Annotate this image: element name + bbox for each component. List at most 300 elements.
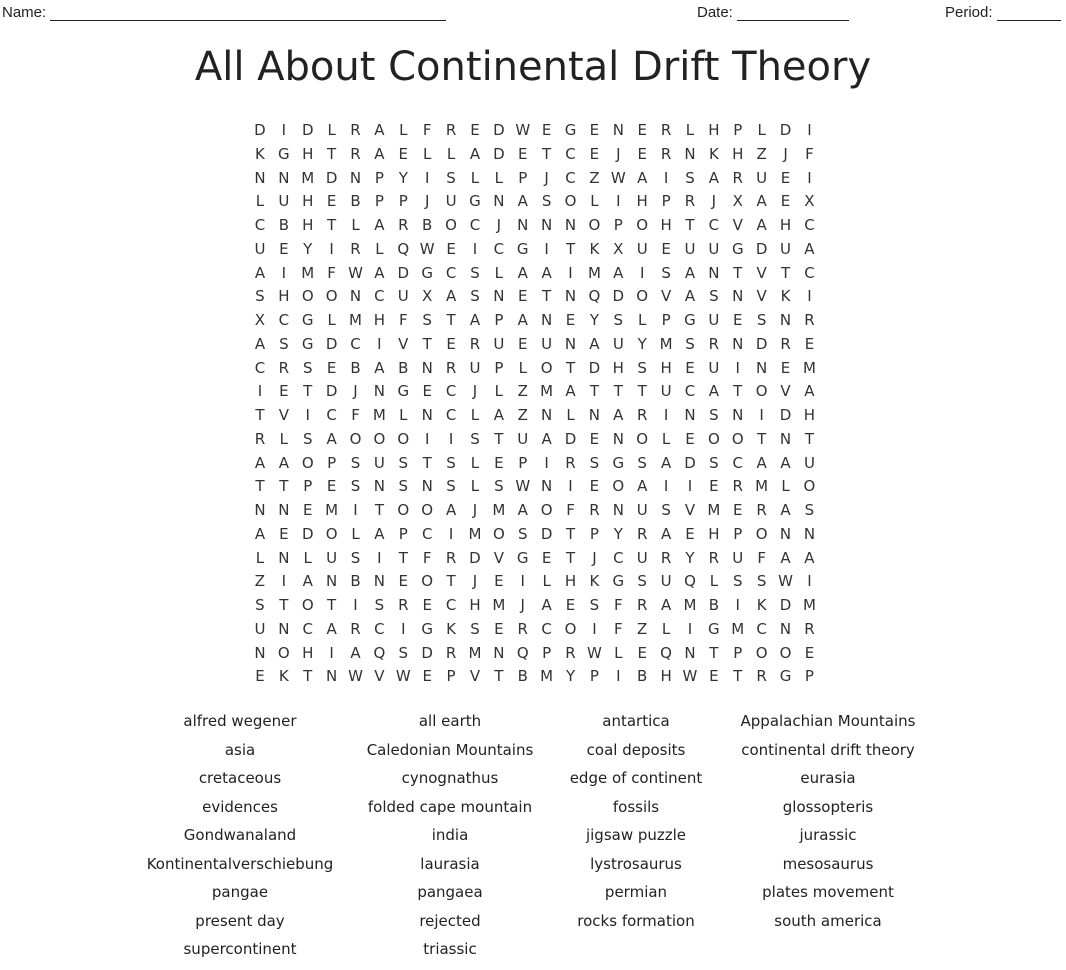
- grid-letter[interactable]: T: [709, 643, 719, 662]
- grid-letter[interactable]: E: [302, 501, 313, 519]
- grid-letter[interactable]: N: [732, 334, 744, 353]
- grid-letter[interactable]: E: [518, 334, 528, 353]
- grid-letter[interactable]: F: [613, 619, 623, 638]
- grid-letter[interactable]: V: [660, 287, 672, 306]
- grid-letter[interactable]: U: [636, 501, 648, 519]
- grid-letter[interactable]: G: [708, 619, 720, 638]
- grid-letter[interactable]: S: [709, 453, 719, 472]
- grid-letter[interactable]: I: [281, 263, 287, 282]
- grid-letter[interactable]: S: [661, 263, 671, 282]
- grid-letter[interactable]: D: [493, 144, 505, 163]
- grid-letter[interactable]: M: [731, 619, 745, 638]
- grid-letter[interactable]: U: [636, 548, 648, 567]
- grid-letter[interactable]: J: [592, 548, 597, 567]
- grid-letter[interactable]: M: [802, 358, 816, 377]
- grid-letter[interactable]: N: [684, 406, 696, 424]
- grid-letter[interactable]: S: [541, 192, 552, 211]
- grid-letter[interactable]: D: [779, 121, 792, 139]
- grid-letter[interactable]: H: [302, 144, 314, 163]
- grid-letter[interactable]: G: [779, 667, 792, 686]
- grid-letter[interactable]: S: [255, 596, 265, 614]
- grid-letter[interactable]: V: [278, 406, 289, 424]
- grid-letter[interactable]: L: [351, 524, 360, 543]
- grid-letter[interactable]: U: [254, 239, 266, 258]
- grid-letter[interactable]: Z: [254, 572, 266, 591]
- grid-letter[interactable]: A: [254, 263, 266, 282]
- grid-letter[interactable]: J: [496, 216, 502, 234]
- grid-letter[interactable]: M: [492, 596, 506, 614]
- grid-letter[interactable]: N: [493, 287, 505, 306]
- grid-letter[interactable]: T: [685, 216, 695, 234]
- grid-letter[interactable]: M: [683, 596, 697, 614]
- grid-letter[interactable]: L: [351, 216, 360, 234]
- grid-letter[interactable]: A: [756, 453, 767, 472]
- grid-letter[interactable]: A: [278, 453, 289, 472]
- grid-letter[interactable]: A: [254, 453, 266, 472]
- grid-letter[interactable]: X: [254, 311, 266, 329]
- grid-letter[interactable]: P: [804, 667, 814, 686]
- grid-letter[interactable]: N: [493, 192, 505, 211]
- grid-letter[interactable]: I: [401, 619, 406, 638]
- grid-letter[interactable]: L: [661, 619, 671, 638]
- grid-letter[interactable]: P: [518, 168, 528, 187]
- grid-letter[interactable]: K: [780, 287, 791, 306]
- grid-letter[interactable]: C: [421, 524, 433, 543]
- grid-letter[interactable]: T: [446, 572, 456, 591]
- grid-letter[interactable]: N: [278, 501, 290, 519]
- grid-letter[interactable]: E: [494, 453, 504, 472]
- grid-letter[interactable]: K: [255, 144, 265, 163]
- grid-letter[interactable]: A: [660, 596, 672, 614]
- grid-letter[interactable]: P: [733, 643, 743, 662]
- grid-letter[interactable]: L: [255, 548, 265, 567]
- grid-letter[interactable]: N: [254, 643, 266, 662]
- grid-letter[interactable]: M: [492, 501, 506, 519]
- grid-letter[interactable]: N: [254, 501, 266, 519]
- grid-letter[interactable]: T: [422, 453, 432, 472]
- grid-letter[interactable]: A: [541, 429, 552, 448]
- grid-letter[interactable]: E: [446, 239, 456, 258]
- grid-letter[interactable]: P: [518, 453, 528, 472]
- grid-letter[interactable]: D: [469, 548, 481, 567]
- grid-letter[interactable]: A: [637, 477, 648, 496]
- grid-letter[interactable]: T: [255, 406, 265, 424]
- grid-letter[interactable]: T: [637, 382, 647, 401]
- grid-letter[interactable]: R: [445, 643, 457, 662]
- grid-letter[interactable]: E: [709, 667, 719, 686]
- grid-letter[interactable]: L: [255, 192, 265, 211]
- grid-letter[interactable]: L: [327, 311, 336, 329]
- grid-letter[interactable]: W: [419, 239, 435, 258]
- grid-letter[interactable]: S: [350, 453, 361, 472]
- grid-letter[interactable]: A: [756, 216, 767, 234]
- grid-letter[interactable]: S: [470, 287, 480, 306]
- grid-letter[interactable]: N: [612, 429, 624, 448]
- grid-letter[interactable]: I: [544, 453, 549, 472]
- grid-letter[interactable]: A: [326, 619, 337, 638]
- name-line[interactable]: [50, 6, 446, 21]
- grid-letter[interactable]: P: [374, 168, 384, 187]
- grid-letter[interactable]: R: [398, 596, 409, 614]
- grid-letter[interactable]: A: [254, 524, 266, 543]
- grid-letter[interactable]: I: [687, 477, 693, 496]
- grid-letter[interactable]: R: [636, 524, 648, 543]
- grid-letter[interactable]: L: [638, 311, 647, 329]
- grid-letter[interactable]: T: [279, 477, 289, 496]
- grid-letter[interactable]: G: [469, 192, 481, 211]
- period-field[interactable]: [945, 4, 1061, 21]
- grid-letter[interactable]: C: [445, 263, 457, 282]
- grid-letter[interactable]: O: [755, 643, 768, 662]
- grid-letter[interactable]: X: [732, 192, 743, 211]
- grid-letter[interactable]: O: [421, 501, 434, 519]
- grid-letter[interactable]: O: [492, 524, 505, 543]
- grid-letter[interactable]: A: [374, 144, 385, 163]
- grid-letter[interactable]: M: [372, 406, 386, 424]
- grid-letter[interactable]: U: [732, 548, 744, 567]
- grid-letter[interactable]: N: [732, 406, 744, 424]
- grid-letter[interactable]: L: [614, 643, 623, 662]
- grid-letter[interactable]: G: [564, 121, 577, 139]
- grid-letter[interactable]: Y: [565, 667, 576, 686]
- grid-letter[interactable]: U: [684, 239, 696, 258]
- grid-letter[interactable]: C: [565, 168, 576, 187]
- grid-letter[interactable]: A: [517, 501, 528, 519]
- grid-letter[interactable]: O: [636, 429, 649, 448]
- grid-letter[interactable]: N: [326, 667, 338, 686]
- grid-letter[interactable]: R: [708, 334, 720, 353]
- grid-letter[interactable]: W: [348, 667, 363, 686]
- grid-letter[interactable]: E: [780, 358, 791, 377]
- grid-letter[interactable]: O: [564, 619, 577, 638]
- grid-letter[interactable]: T: [303, 667, 313, 686]
- grid-letter[interactable]: E: [733, 311, 743, 329]
- grid-letter[interactable]: J: [520, 596, 525, 614]
- grid-letter[interactable]: N: [564, 287, 577, 306]
- grid-letter[interactable]: E: [422, 667, 432, 686]
- grid-letter[interactable]: Y: [589, 311, 599, 329]
- grid-letter[interactable]: I: [329, 643, 334, 662]
- grid-letter[interactable]: E: [804, 334, 815, 353]
- grid-letter[interactable]: M: [587, 263, 601, 282]
- grid-letter[interactable]: R: [398, 216, 409, 234]
- grid-letter[interactable]: T: [327, 216, 337, 234]
- grid-letter[interactable]: I: [735, 358, 740, 377]
- grid-letter[interactable]: A: [469, 311, 481, 329]
- grid-letter[interactable]: S: [756, 572, 767, 591]
- grid-letter[interactable]: E: [446, 334, 456, 353]
- grid-letter[interactable]: L: [470, 406, 480, 424]
- grid-letter[interactable]: G: [421, 263, 433, 282]
- grid-letter[interactable]: Y: [303, 239, 313, 258]
- grid-letter[interactable]: O: [707, 429, 720, 448]
- grid-letter[interactable]: J: [353, 382, 358, 401]
- grid-letter[interactable]: N: [254, 168, 266, 187]
- grid-letter[interactable]: P: [542, 643, 552, 662]
- grid-letter[interactable]: P: [589, 524, 599, 543]
- grid-letter[interactable]: M: [301, 168, 315, 187]
- grid-letter[interactable]: O: [445, 216, 457, 234]
- grid-letter[interactable]: T: [303, 382, 313, 401]
- grid-letter[interactable]: R: [469, 334, 481, 353]
- grid-letter[interactable]: R: [804, 311, 815, 329]
- grid-letter[interactable]: N: [779, 619, 792, 638]
- grid-letter[interactable]: O: [636, 216, 649, 234]
- grid-letter[interactable]: N: [684, 643, 696, 662]
- grid-letter[interactable]: S: [422, 311, 432, 329]
- grid-letter[interactable]: P: [494, 358, 504, 377]
- grid-letter[interactable]: E: [733, 501, 743, 519]
- grid-letter[interactable]: D: [684, 453, 696, 472]
- grid-letter[interactable]: P: [398, 192, 408, 211]
- grid-letter[interactable]: S: [470, 619, 480, 638]
- grid-letter[interactable]: W: [348, 263, 363, 282]
- grid-letter[interactable]: Q: [588, 287, 601, 306]
- grid-letter[interactable]: R: [708, 548, 720, 567]
- grid-letter[interactable]: H: [708, 121, 720, 139]
- grid-letter[interactable]: A: [708, 382, 719, 401]
- grid-letter[interactable]: Y: [613, 524, 623, 543]
- grid-letter[interactable]: M: [802, 596, 816, 614]
- grid-letter[interactable]: U: [397, 287, 409, 306]
- grid-letter[interactable]: A: [684, 287, 696, 306]
- grid-letter[interactable]: A: [302, 572, 313, 591]
- grid-letter[interactable]: L: [375, 239, 384, 258]
- grid-letter[interactable]: N: [588, 406, 601, 424]
- grid-letter[interactable]: U: [636, 239, 648, 258]
- grid-letter[interactable]: B: [350, 358, 361, 377]
- grid-letter[interactable]: E: [326, 358, 337, 377]
- grid-letter[interactable]: L: [399, 121, 408, 139]
- grid-letter[interactable]: E: [279, 239, 289, 258]
- grid-letter[interactable]: D: [540, 524, 553, 543]
- grid-letter[interactable]: P: [661, 311, 671, 329]
- grid-letter[interactable]: U: [493, 334, 505, 353]
- grid-letter[interactable]: M: [468, 524, 482, 543]
- grid-letter[interactable]: A: [374, 216, 385, 234]
- grid-letter[interactable]: C: [732, 453, 743, 472]
- grid-letter[interactable]: T: [565, 239, 576, 258]
- grid-letter[interactable]: V: [732, 216, 743, 234]
- grid-letter[interactable]: C: [565, 144, 576, 163]
- grid-letter[interactable]: I: [448, 524, 454, 543]
- grid-letter[interactable]: W: [395, 667, 411, 686]
- grid-letter[interactable]: R: [732, 477, 743, 496]
- grid-letter[interactable]: G: [612, 453, 625, 472]
- grid-letter[interactable]: N: [373, 477, 386, 496]
- grid-letter[interactable]: C: [804, 263, 815, 282]
- grid-letter[interactable]: Q: [516, 643, 529, 662]
- grid-letter[interactable]: A: [326, 429, 337, 448]
- grid-letter[interactable]: O: [779, 643, 792, 662]
- grid-letter[interactable]: E: [494, 619, 504, 638]
- grid-letter[interactable]: L: [542, 572, 551, 591]
- grid-letter[interactable]: N: [278, 548, 290, 567]
- grid-letter[interactable]: I: [329, 239, 334, 258]
- grid-letter[interactable]: N: [421, 358, 433, 377]
- grid-letter[interactable]: U: [254, 619, 266, 638]
- grid-letter[interactable]: A: [374, 121, 385, 139]
- grid-letter[interactable]: D: [779, 596, 792, 614]
- grid-letter[interactable]: I: [544, 239, 549, 258]
- grid-letter[interactable]: S: [517, 524, 528, 543]
- grid-letter[interactable]: T: [398, 548, 408, 567]
- grid-letter[interactable]: T: [804, 429, 815, 448]
- grid-letter[interactable]: T: [542, 144, 552, 163]
- grid-letter[interactable]: U: [708, 311, 720, 329]
- grid-letter[interactable]: I: [257, 382, 263, 401]
- grid-letter[interactable]: T: [422, 334, 432, 353]
- grid-letter[interactable]: D: [755, 334, 768, 353]
- grid-letter[interactable]: S: [732, 572, 743, 591]
- grid-letter[interactable]: J: [472, 382, 478, 401]
- grid-letter[interactable]: R: [445, 548, 457, 567]
- grid-letter[interactable]: E: [685, 358, 695, 377]
- grid-letter[interactable]: L: [494, 263, 504, 282]
- grid-letter[interactable]: S: [685, 334, 695, 353]
- grid-letter[interactable]: W: [586, 643, 602, 662]
- grid-letter[interactable]: S: [446, 168, 456, 187]
- grid-letter[interactable]: R: [756, 667, 767, 686]
- grid-letter[interactable]: O: [803, 477, 816, 496]
- grid-letter[interactable]: R: [660, 121, 672, 139]
- grid-letter[interactable]: L: [661, 429, 671, 448]
- grid-letter[interactable]: S: [398, 643, 409, 662]
- grid-letter[interactable]: O: [325, 524, 338, 543]
- grid-letter[interactable]: L: [470, 477, 480, 496]
- grid-letter[interactable]: E: [709, 477, 719, 496]
- grid-letter[interactable]: T: [589, 382, 599, 401]
- grid-letter[interactable]: P: [733, 121, 743, 139]
- grid-letter[interactable]: L: [685, 121, 695, 139]
- grid-letter[interactable]: M: [707, 501, 721, 519]
- grid-letter[interactable]: I: [424, 429, 430, 448]
- grid-letter[interactable]: N: [779, 311, 792, 329]
- grid-letter[interactable]: R: [589, 501, 600, 519]
- grid-letter[interactable]: N: [756, 358, 768, 377]
- grid-letter[interactable]: X: [804, 192, 815, 211]
- grid-letter[interactable]: A: [493, 406, 504, 424]
- grid-letter[interactable]: I: [353, 501, 358, 519]
- grid-letter[interactable]: O: [277, 643, 290, 662]
- grid-letter[interactable]: O: [612, 477, 625, 496]
- grid-letter[interactable]: G: [516, 548, 529, 567]
- grid-letter[interactable]: Z: [517, 406, 528, 424]
- grid-letter[interactable]: D: [755, 239, 768, 258]
- grid-letter[interactable]: S: [302, 358, 313, 377]
- grid-letter[interactable]: V: [469, 667, 481, 686]
- grid-letter[interactable]: I: [687, 619, 693, 638]
- grid-letter[interactable]: R: [660, 144, 672, 163]
- grid-letter[interactable]: H: [564, 572, 577, 591]
- grid-letter[interactable]: G: [516, 239, 529, 258]
- grid-letter[interactable]: N: [684, 144, 696, 163]
- grid-letter[interactable]: W: [610, 168, 626, 187]
- grid-letter[interactable]: L: [757, 121, 766, 139]
- grid-letter[interactable]: D: [493, 121, 505, 139]
- grid-letter[interactable]: H: [278, 287, 290, 306]
- grid-letter[interactable]: R: [350, 144, 361, 163]
- grid-letter[interactable]: K: [708, 144, 719, 163]
- grid-letter[interactable]: E: [589, 144, 600, 163]
- grid-letter[interactable]: I: [281, 572, 287, 591]
- grid-letter[interactable]: C: [374, 619, 385, 638]
- grid-letter[interactable]: A: [780, 548, 791, 567]
- grid-letter[interactable]: C: [493, 239, 505, 258]
- grid-letter[interactable]: U: [326, 548, 338, 567]
- grid-letter[interactable]: U: [708, 239, 720, 258]
- grid-letter[interactable]: G: [612, 572, 625, 591]
- grid-letter[interactable]: T: [565, 524, 576, 543]
- grid-letter[interactable]: H: [302, 216, 314, 234]
- grid-letter[interactable]: G: [731, 239, 744, 258]
- grid-letter[interactable]: S: [637, 572, 647, 591]
- grid-letter[interactable]: W: [682, 667, 698, 686]
- grid-letter[interactable]: O: [564, 192, 577, 211]
- grid-letter[interactable]: L: [279, 429, 289, 448]
- grid-letter[interactable]: C: [684, 382, 696, 401]
- grid-letter[interactable]: I: [377, 334, 382, 353]
- grid-letter[interactable]: D: [397, 263, 410, 282]
- grid-letter[interactable]: C: [350, 334, 361, 353]
- grid-letter[interactable]: F: [327, 263, 336, 282]
- grid-letter[interactable]: E: [422, 382, 432, 401]
- grid-letter[interactable]: A: [613, 406, 624, 424]
- grid-letter[interactable]: T: [446, 311, 456, 329]
- grid-letter[interactable]: N: [517, 216, 529, 234]
- grid-letter[interactable]: C: [302, 619, 313, 638]
- grid-letter[interactable]: E: [565, 596, 576, 614]
- grid-letter[interactable]: E: [661, 239, 671, 258]
- date-field[interactable]: [697, 4, 849, 21]
- grid-letter[interactable]: L: [494, 168, 504, 187]
- grid-letter[interactable]: L: [327, 121, 336, 139]
- grid-letter[interactable]: T: [494, 667, 504, 686]
- grid-letter[interactable]: T: [565, 358, 576, 377]
- grid-letter[interactable]: R: [254, 429, 266, 448]
- grid-letter[interactable]: M: [325, 501, 339, 519]
- grid-letter[interactable]: Q: [373, 643, 386, 662]
- grid-letter[interactable]: B: [350, 192, 361, 211]
- grid-letter[interactable]: N: [779, 429, 792, 448]
- grid-letter[interactable]: H: [708, 524, 720, 543]
- grid-letter[interactable]: U: [541, 334, 553, 353]
- grid-letter[interactable]: Q: [660, 643, 672, 662]
- grid-letter[interactable]: C: [613, 548, 624, 567]
- grid-letter[interactable]: S: [446, 477, 456, 496]
- grid-letter[interactable]: N: [612, 501, 624, 519]
- grid-letter[interactable]: O: [301, 453, 314, 472]
- grid-letter[interactable]: J: [711, 192, 717, 211]
- grid-letter[interactable]: M: [540, 382, 554, 401]
- grid-letter[interactable]: E: [398, 572, 409, 591]
- grid-letter[interactable]: G: [301, 311, 314, 329]
- grid-letter[interactable]: B: [278, 216, 289, 234]
- grid-letter[interactable]: R: [445, 358, 457, 377]
- grid-letter[interactable]: O: [636, 287, 649, 306]
- grid-letter[interactable]: G: [684, 311, 696, 329]
- grid-letter[interactable]: H: [660, 216, 672, 234]
- grid-letter[interactable]: I: [807, 121, 812, 139]
- grid-letter[interactable]: S: [470, 429, 480, 448]
- grid-letter[interactable]: S: [637, 453, 647, 472]
- grid-letter[interactable]: C: [541, 619, 552, 638]
- grid-letter[interactable]: F: [805, 144, 814, 163]
- grid-letter[interactable]: L: [399, 406, 408, 424]
- grid-letter[interactable]: J: [424, 192, 430, 211]
- grid-letter[interactable]: T: [255, 477, 265, 496]
- grid-letter[interactable]: R: [660, 548, 672, 567]
